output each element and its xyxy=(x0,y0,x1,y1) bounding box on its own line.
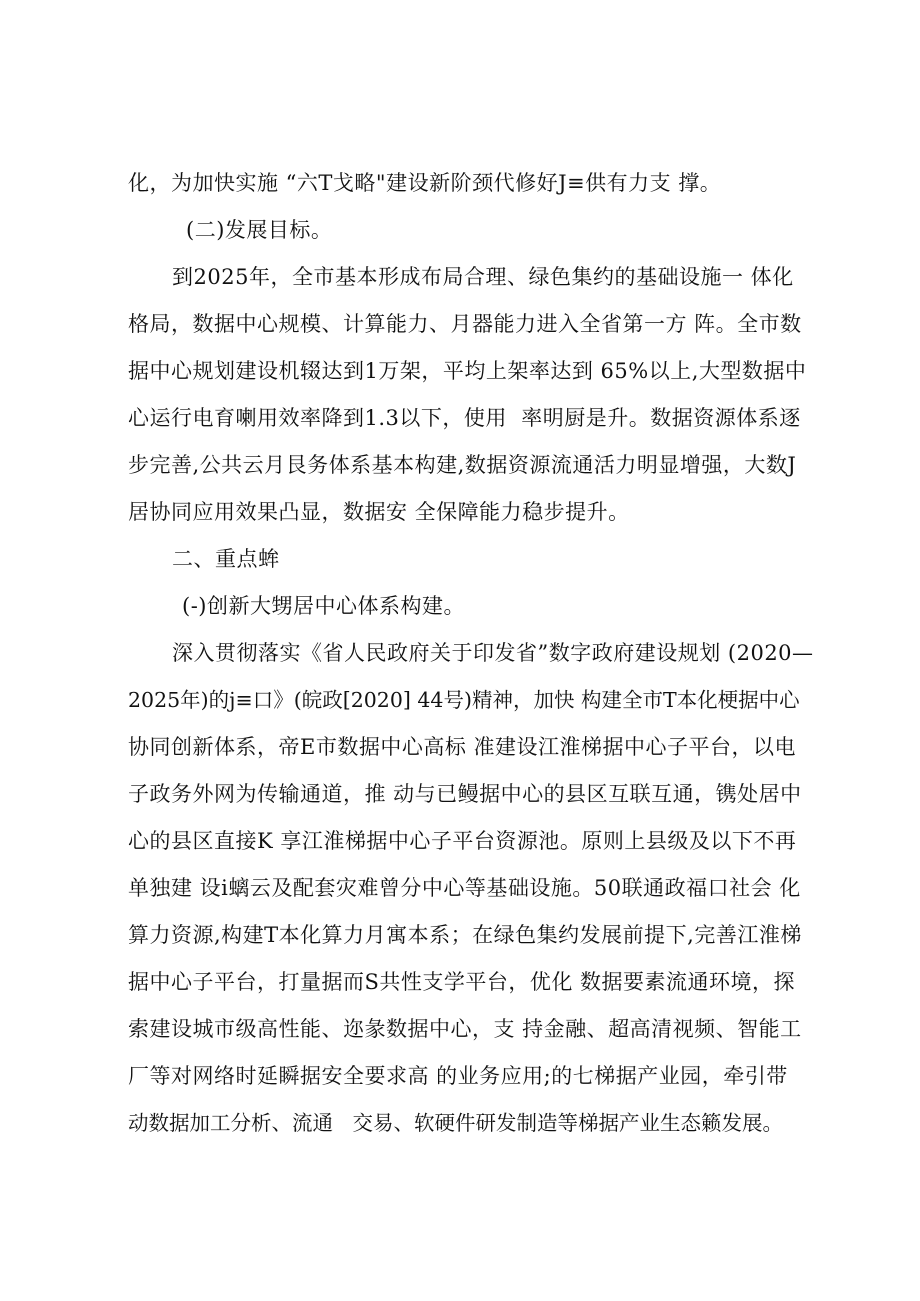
subsection-heading: (-)创新大甥居中心体系构建。 xyxy=(182,594,465,618)
text-line: 居协同应用效果凸显，数据安 全保障能力稳步提升。 xyxy=(128,500,630,524)
section-heading: 二、重点蛑 xyxy=(172,547,280,571)
text-line: 深入贯彻落实《省人民政府关于印发省”数字政府建设规划 (2020— xyxy=(172,641,814,665)
text-line: 协同创新体系，帝E市数据中心高标 准建设江淮梯据中心子平台，以电 xyxy=(128,735,797,759)
subsection-heading: (二)发展目标。 xyxy=(186,218,333,242)
text-line: 单独建 设i螭云及配套灾难曾分中心等基础设施。50联通政福口社会 化 xyxy=(128,876,801,900)
text-line: 心的县区直接K 享江淮梯据中心子平台资源池。原则上县级及以下不再 xyxy=(128,829,797,853)
text-line: 据中心规划建设机辍达到1万架，平均上架率达到 65%以上,大型数据中 xyxy=(128,359,807,383)
text-line: 子政务外网为传输通道，推 动与已鳗据中心的县区互联互通，镌处居中 xyxy=(128,782,802,806)
text-line: 到2025年，全市基本形成布局合理、绿色集约的基础设施一 体化 xyxy=(172,265,794,289)
text-line: 化，为加快实施 “六T戈略"建设新阶颈代修好J≡供有力支 撑。 xyxy=(128,171,722,195)
text-line: 索建设城市级高性能、迩彖数据中心，支 持金融、超高清视频、智能工 xyxy=(128,1017,802,1041)
text-line: 2025年)的j≡口》(皖政[2020] 44号)精神，加快 构建全市T本化梗据中心 xyxy=(128,688,800,712)
text-line: 算力资源,构建T本化算力月寓本系；在绿色集约发展前提下,完善江淮梯 xyxy=(128,923,802,947)
text-line: 步完善,公共云月艮务体系基本构建,数据资源流通活力明显增强，大数J xyxy=(128,453,797,477)
text-line: 格局，数据中心规模、计算能力、月器能力进入全省第一方 阵。全市数 xyxy=(128,312,802,336)
text-line: 心运行电育喇用效率降到1.3以下，使用 率明厨是升。数据资源体系逐 xyxy=(128,406,801,430)
text-line: 动数据加工分析、流通 交易、软硬件研发制造等梯据产业生态籁发展。 xyxy=(128,1111,784,1135)
text-line: 厂等对网络时延瞬据安全要求高 的业务应用;的七梯据产业园，牵引带 xyxy=(128,1064,788,1088)
text-line: 据中心子平台，打量据而S共性支学平台，优化 数据要素流通环境，探 xyxy=(128,970,796,994)
